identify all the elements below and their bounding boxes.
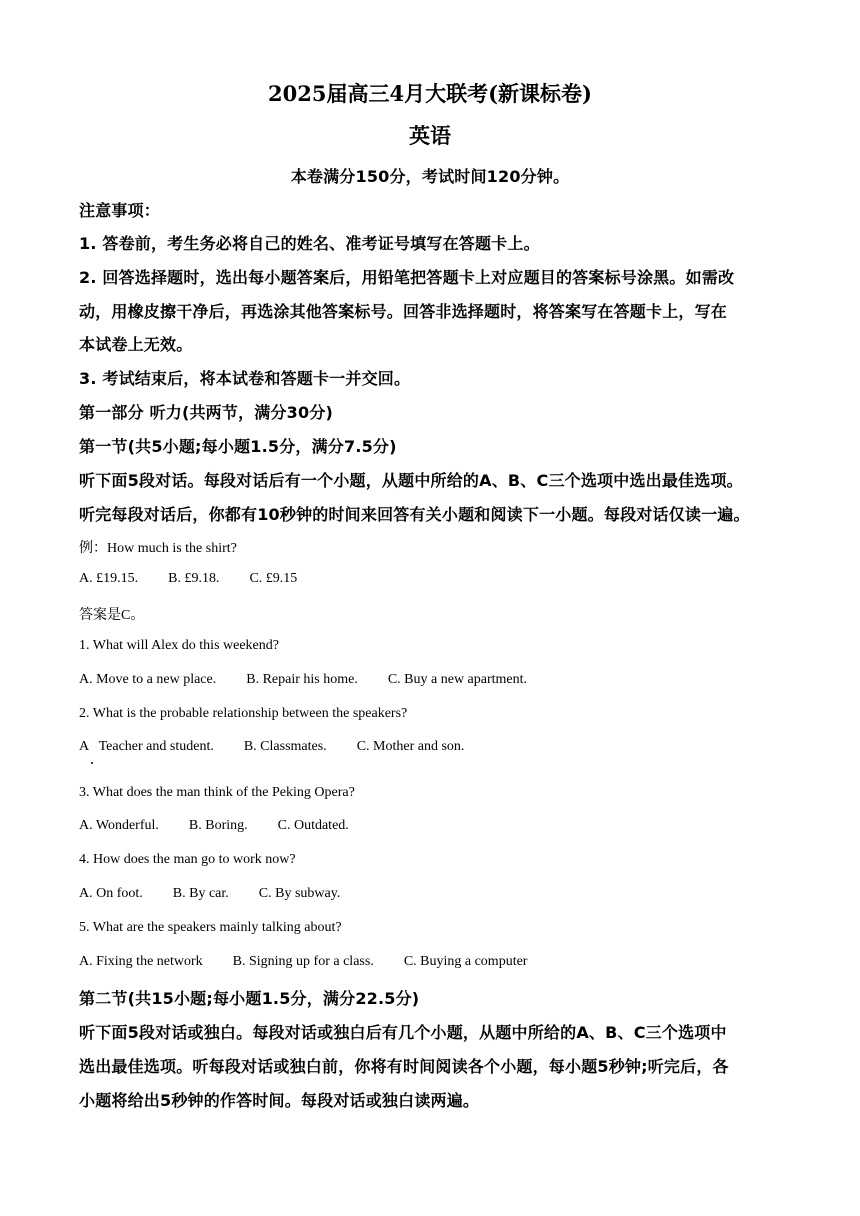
q4-option-a: A. On foot.: [79, 886, 143, 901]
section1-instruction-1: 听下面5段对话。每段对话后有一个小题，从题中所给的A、B、C三个选项中选出最佳选项。: [79, 471, 743, 490]
subject-title: 英语: [409, 124, 451, 148]
section2-instruction-2: 选出最佳选项。听每段对话或独白前，你将有时间阅读各个小题，每小题5秒钟;听完后，各: [79, 1057, 729, 1076]
section2-heading: 第二节(共15小题;每小题1.5分，满分22.5分): [79, 989, 420, 1008]
question-1: 1. What will Alex do this weekend?: [79, 638, 279, 653]
stray-dot: [91, 762, 93, 764]
q4-option-c: C. By subway.: [258, 886, 341, 901]
exam-title: 2025届高三4月大联考(新课标卷): [268, 81, 592, 106]
q3-option-b: B. Boring.: [188, 818, 248, 833]
notice-item-2-cont: 动，用橡皮擦干净后，再选涂其他答案标号。回答非选择题时，将答案写在答题卡上，写在: [79, 302, 728, 321]
part1-heading: 第一部分 听力(共两节，满分30分): [79, 403, 334, 422]
exam-info: 本卷满分150分，考试时间120分钟。: [290, 167, 570, 186]
example-answer: 答案是C。: [79, 608, 145, 623]
example-option-b: B. £9.18.: [168, 571, 220, 586]
question-4: 4. How does the man go to work now?: [79, 852, 296, 867]
q5-option-a: A. Fixing the network: [79, 954, 203, 969]
section2-instruction-3: 小题将给出5秒钟的作答时间。每段对话或独白读两遍。: [79, 1091, 480, 1110]
example-option-a: A. £19.15.: [79, 571, 139, 586]
notice-item-2-end: 本试卷上无效。: [79, 335, 193, 354]
q2-option-a: A Teacher and student.: [79, 739, 214, 754]
example-options: [79, 571, 297, 587]
q5-option-b: B. Signing up for a class.: [232, 954, 374, 969]
q2-option-b: B. Classmates.: [243, 739, 327, 754]
notice-heading: 注意事项：: [79, 201, 161, 220]
notice-item-2: 2. 回答选择题时，选出每小题答案后，用铅笔把答题卡上对应题目的答案标号涂黑。如需改: [79, 268, 735, 287]
q1-option-a: A. Move to a new place.: [79, 672, 217, 687]
q4-option-b: B. By car.: [172, 886, 229, 901]
question-4-options: [79, 886, 340, 902]
section1-instruction-2: 听完每段对话后，你都有10秒钟的时间来回答有关小题和阅读下一小题。每段对话仅读一遍。: [79, 505, 750, 524]
example-option-c: C. £9.15: [249, 571, 298, 586]
question-2-options: [79, 739, 464, 755]
q2-option-c: C. Mother and son.: [356, 739, 465, 754]
q1-option-b: B. Repair his home.: [246, 672, 358, 687]
section1-heading: 第一节(共5小题;每小题1.5分，满分7.5分): [79, 437, 397, 456]
question-5-options: [79, 954, 527, 970]
notice-item-3: 3. 考试结束后，将本试卷和答题卡一并交回。: [79, 369, 411, 388]
question-3-options: [79, 818, 349, 834]
q3-option-a: A. Wonderful.: [79, 818, 159, 833]
question-5: 5. What are the speakers mainly talking about?: [79, 920, 342, 935]
question-1-options: [79, 672, 527, 688]
question-2: 2. What is the probable relationship between the speakers?: [79, 706, 408, 721]
q1-option-c: C. Buy a new apartment.: [387, 672, 528, 687]
question-3: 3. What does the man think of the Peking Opera?: [79, 785, 355, 800]
q5-option-c: C. Buying a computer: [403, 954, 528, 969]
q3-option-c: C. Outdated.: [277, 818, 349, 833]
example-question: 例：How much is the shirt?: [79, 541, 237, 556]
section2-instruction-1: 听下面5段对话或独白。每段对话或独白后有几个小题，从题中所给的A、B、C三个选项中: [79, 1023, 727, 1042]
notice-item-1: 1. 答卷前，考生务必将自己的姓名、准考证号填写在答题卡上。: [79, 234, 540, 253]
